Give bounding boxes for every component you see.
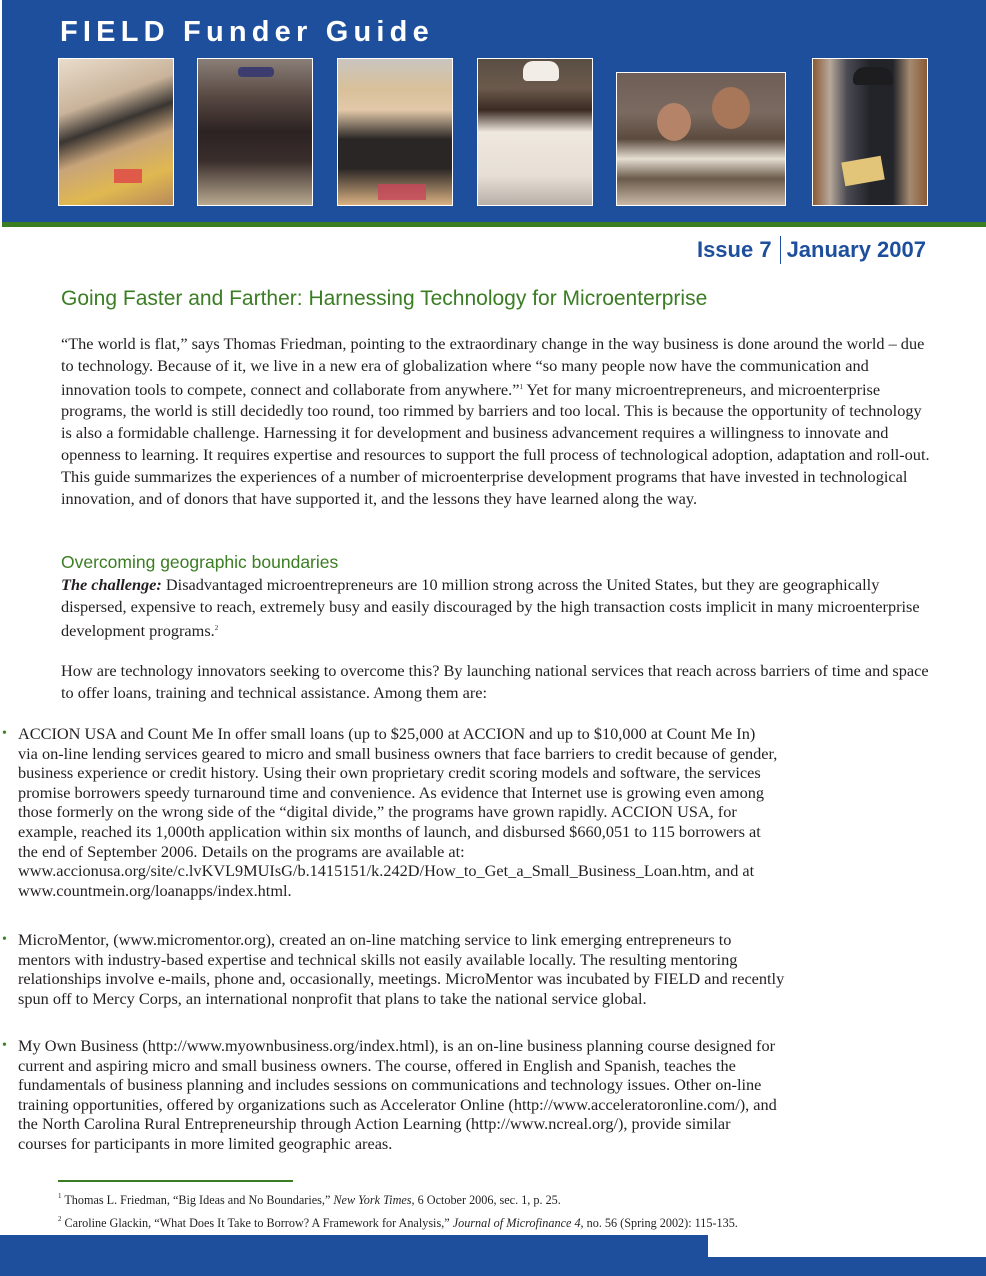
bullet-line: the end of September 2006. Details on the programs are available at: (18, 841, 465, 861)
bullet-my-own-business (0, 1036, 870, 1154)
bullet-accion-countmein (0, 724, 870, 900)
article-title: Going Faster and Farther: Harnessing Technology for Microenterprise (61, 287, 708, 310)
header-photo-1 (58, 58, 174, 206)
issue-divider (780, 236, 781, 264)
bullet-line: spun off to Mercy Corps, an international nonprofit that plans to take the national service global. (18, 988, 647, 1008)
footnote-text: , no. 56 (Spring 2002): 115-135. (580, 1215, 738, 1230)
bullet-line: fundamentals of business planning and includes sessions on communications and technology issues. Other on-line (18, 1075, 762, 1095)
footnote-ref-1[interactable]: 1 (519, 382, 523, 391)
countmein-link-text: www.countmein.org/loanapps/index.html. (18, 880, 292, 900)
bullet-line: those formerly on the wrong side of the “digital divide,” the programs have grown rapidly. ACCION USA, for (18, 802, 737, 822)
how-paragraph: How are technology innovators seeking to overcome this? By launching national services that reach across barriers of time and space to offer loans, training and technical assistance. Among them are: (61, 661, 929, 702)
footnote-divider (58, 1180, 293, 1182)
bullet-line: training opportunities, offered by organizations such as Accelerator Online (http://www.acceleratoronline.com/), and (18, 1094, 777, 1114)
accion-link-text: www.accionusa.org/site/c.lvKVL9MUIsG/b.1415151/k.242D/How_to_Get_a_Small_Business_Loan.htm, and at (18, 861, 755, 881)
bullet-line: current and aspiring micro and small business owners. The course, offered in English and Spanish, teaches the (18, 1055, 736, 1075)
footnote-number: 2 (58, 1214, 62, 1223)
challenge-paragraph (61, 574, 931, 641)
bullet-dot-icon: • (2, 726, 7, 741)
header-photo-2 (197, 58, 313, 206)
issue-info (697, 236, 926, 264)
bullet-line: ACCION USA and Count Me In offer small loans (up to $25,000 at ACCION and up to $10,000 at Count Me In) (18, 724, 756, 743)
footnote-text: , 6 October 2006, sec. 1, p. 25. (411, 1193, 561, 1207)
header-photo-5 (616, 72, 786, 206)
bullet-line: relationships involve e-mails, phone and, occasionally, meetings. MicroMentor was incubated by FIELD and recently (18, 969, 785, 989)
bullet-dot-icon: • (2, 1038, 7, 1053)
footnotes (58, 1187, 958, 1232)
header-accent-stripe (2, 222, 986, 227)
bullet-line: MicroMentor, (www.micromentor.org), created an on-line matching service to link emerging entrepreneurs to (18, 930, 732, 949)
intro-paragraph (61, 333, 931, 509)
footer-notch (708, 1235, 986, 1257)
footnote-1 (58, 1187, 958, 1210)
intro-text-part1: “The world is flat,” says Thomas Friedman, pointing to the extraordinary change in the way business is done around the world – due to technology. Because of it, we live in a new era of globalization where “so many people now have the communication and innovation tools to compete, connect and collaborate from anywhere.” (61, 334, 925, 399)
bullet-dot-icon: • (2, 932, 7, 947)
header-photo-6 (812, 58, 928, 206)
bullet-line: My Own Business (http://www.myownbusiness.org/index.html), is an on-line business planning course designed for (18, 1036, 776, 1055)
footnote-source: Journal of Microfinance 4 (452, 1215, 581, 1230)
footnote-ref-2[interactable]: 2 (214, 623, 219, 632)
header-photo-3 (337, 58, 453, 206)
challenge-label: The challenge: (61, 575, 162, 594)
bullet-micromentor (0, 930, 870, 1008)
intro-text-part2: Yet for many microentrepreneurs, and microenterprise programs, the world is still decidedly too round, too rimmed by barriers and too local. This is because the opportunity of technology is also a formidable challenge. Harnessing it for development and business advancement requires a willingness to innovate and openness to learning. It requires expertise and resources to support the full process of technological adoption, adaptation and roll-out. This guide summarizes the experiences of a number of microenterprise development programs that have invested in technological innovation, and of donors that have supported it, and the lessons they have learned along the way. (61, 379, 930, 508)
header-photo-4 (477, 58, 593, 206)
issue-date: January 2007 (786, 237, 926, 262)
bullet-line: mentors with industry-based expertise and technical skills not easily available locally. The resulting mentoring (18, 949, 738, 969)
bullet-line: courses for participants in more limited geographic areas. (18, 1133, 393, 1153)
bullet-line: via on-line lending services geared to micro and small business owners that face barriers to credit because of gender, (18, 743, 778, 763)
publication-title: FIELD Funder Guide (60, 16, 434, 48)
footnote-2 (58, 1210, 958, 1233)
footnote-text: Caroline Glackin, “What Does It Take to Borrow? A Framework for Analysis,” (61, 1215, 453, 1230)
challenge-text: Disadvantaged microentrepreneurs are 10 million strong across the United States, but they are geographically dispersed, expensive to reach, extremely busy and easily discouraged by the high transaction costs implicit in many microenterprise development programs. (61, 575, 920, 640)
footnote-source: New York Times (333, 1193, 412, 1207)
issue-number: Issue 7 (696, 237, 772, 262)
bullet-line: the North Carolina Rural Entrepreneurship through Action Learning (http://www.ncreal.org/), provide similar (18, 1114, 731, 1134)
bullet-line: example, reached its 1,000th application within six months of launch, and disbursed $660,051 to 115 borrowers at (18, 821, 761, 841)
section-heading: Overcoming geographic boundaries (61, 552, 339, 572)
bullet-line: promise borrowers speedy turnaround time and convenience. As evidence that Internet use is growing even among (18, 782, 764, 802)
footnote-number: 1 (58, 1192, 62, 1200)
bullet-line: business experience or credit history. Using their own proprietary credit scoring models and software, the services (18, 763, 761, 783)
footnote-text: Thomas L. Friedman, “Big Ideas and No Boundaries,” (61, 1193, 334, 1207)
